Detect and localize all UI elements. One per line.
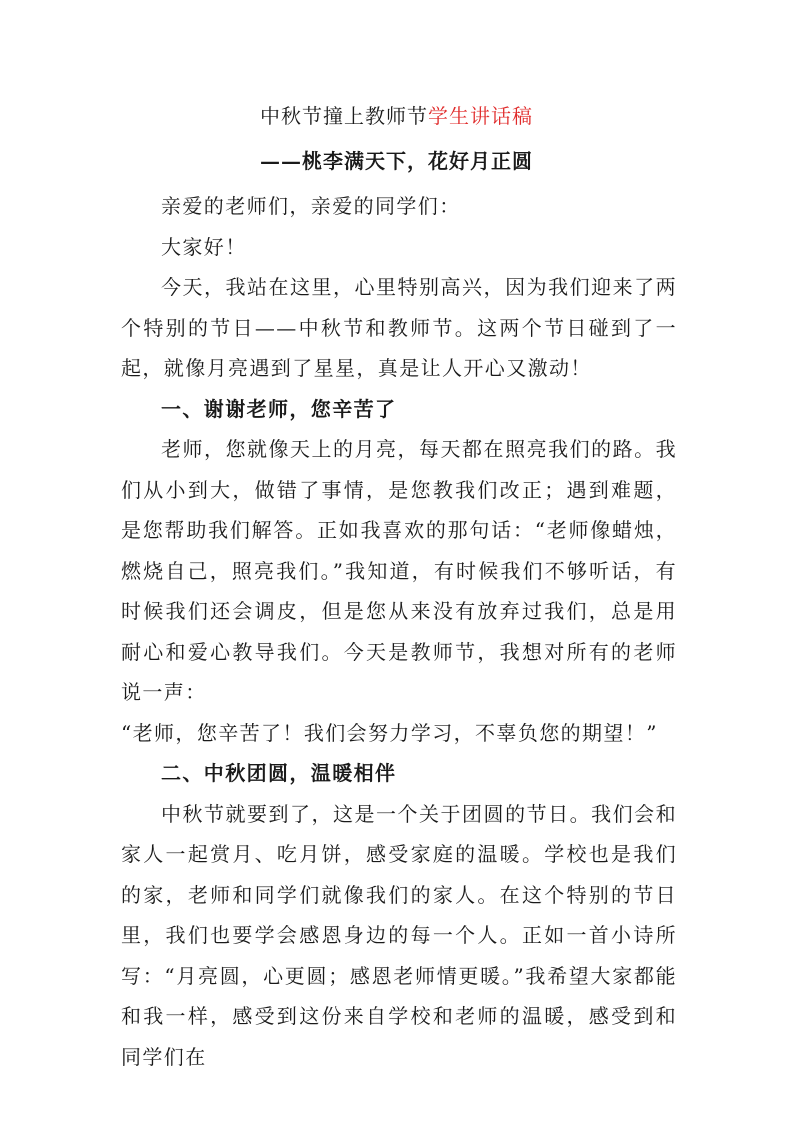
greeting-paragraph: 亲爱的老师们，亲爱的同学们： <box>161 194 461 218</box>
section-1-quote: “老师，您辛苦了！我们会努力学习，不辜负您的期望！” <box>121 720 658 745</box>
title-main: 中秋节撞上教师节 <box>260 104 428 128</box>
document-body <box>121 186 677 1077</box>
section-1-paragraph: 老师，您就像天上的月亮，每天都在照亮我们的路。我们从小到大，做错了事情，是您教我们改正；遇到难题，是您帮助我们解答。正如我喜欢的那句话：“老师像蜡烛，燃烧自己，照亮我们。”我知道，有时候我们不够听话，有时候我们还会调皮，但是您从来没有放弃过我们，总是用耐心和爱心教导我们。今天是教师节，我想对所有的老师说一声： <box>121 437 677 704</box>
hello-paragraph: 大家好！ <box>161 234 247 259</box>
document-subtitle: ——桃李满天下，花好月正圆 <box>260 149 533 173</box>
document-title <box>0 101 793 131</box>
title-highlight: 学生讲话稿 <box>428 104 533 128</box>
intro-paragraph: 今天，我站在这里，心里特别高兴，因为我们迎来了两个特别的节日——中秋节和教师节。这两个节日碰到了一起，就像月亮遇到了星星，真是让人开心又激动！ <box>121 275 677 380</box>
section-2-heading: 二、中秋团圆，温暖相伴 <box>161 761 397 785</box>
section-2-paragraph: 中秋节就要到了，这是一个关于团圆的节日。我们会和家人一起赏月、吃月饼，感受家庭的温暖。学校也是我们的家，老师和同学们就像我们的家人。在这个特别的节日里，我们也要学会感恩身边的每一个人。正如一首小诗所写：“月亮圆，心更圆；感恩老师情更暖。”我希望大家都能和我一样，感受到这份来自学校和老师的温暖，感受到和同学们在 <box>121 801 677 1069</box>
section-1-heading: 一、谢谢老师，您辛苦了 <box>161 396 397 421</box>
